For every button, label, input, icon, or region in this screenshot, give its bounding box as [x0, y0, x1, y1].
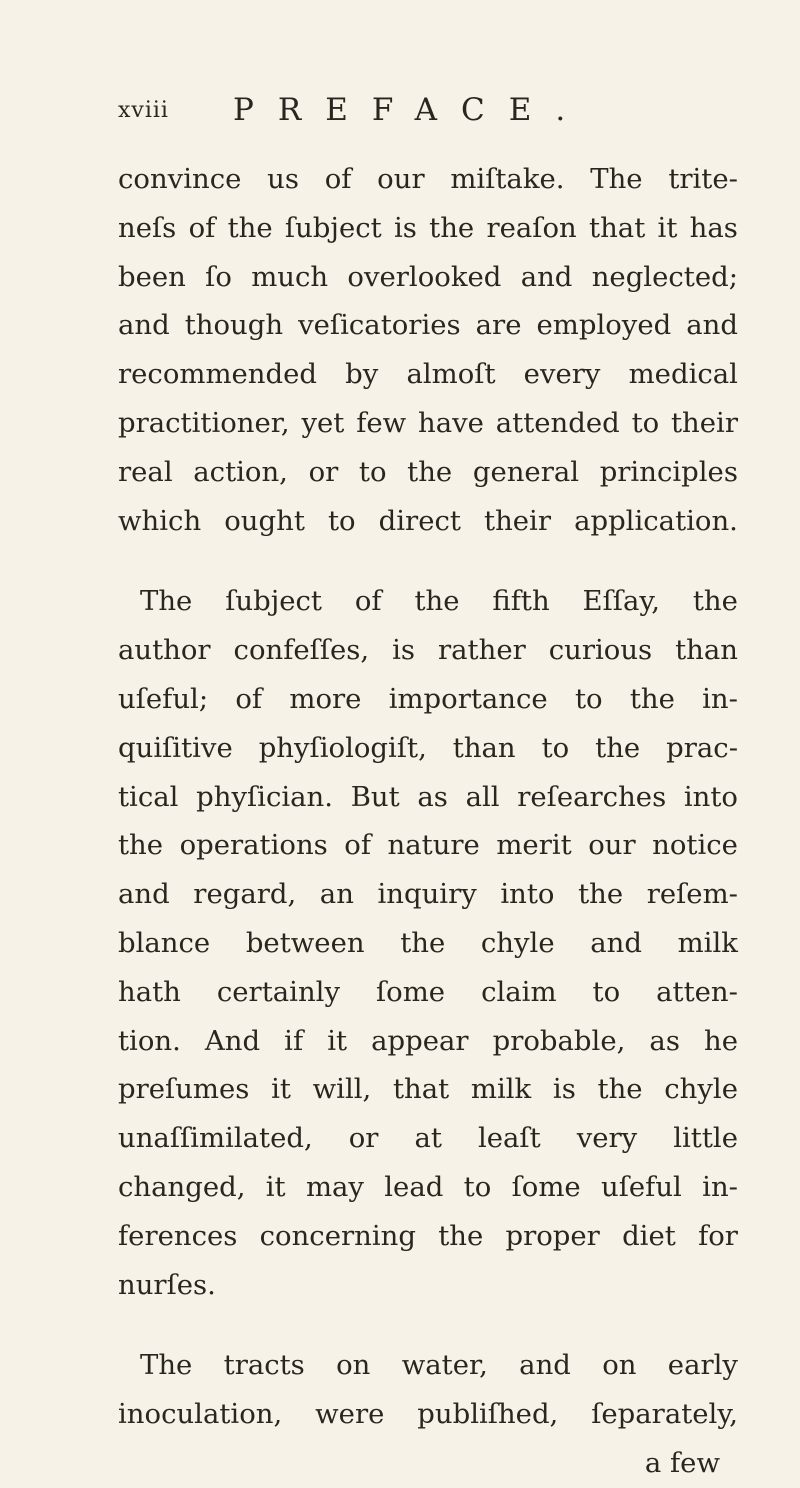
text-line [118, 626, 738, 675]
word: neglected; [591, 260, 738, 293]
word: much [251, 260, 329, 293]
word: certainly [216, 975, 340, 1008]
word: if [284, 1024, 304, 1057]
word: yet [301, 406, 345, 439]
word: more [289, 682, 362, 715]
text-line [118, 1212, 738, 1261]
word: phyſician. [196, 780, 334, 813]
word: appear [371, 1024, 469, 1057]
word: for [698, 1219, 738, 1252]
word: of [324, 163, 352, 195]
word: diet [622, 1219, 676, 1252]
word: few [356, 406, 407, 439]
word: been [118, 260, 186, 293]
word: the [597, 1073, 643, 1106]
word: overlooked [347, 260, 502, 293]
word: changed, [118, 1170, 246, 1203]
text-line [118, 399, 738, 448]
word: ferences [118, 1219, 238, 1252]
word: direct [378, 504, 461, 537]
word: may [305, 1170, 364, 1203]
word: into [500, 878, 555, 911]
text-line: nurſes. [118, 1268, 216, 1301]
word: action, [193, 455, 288, 488]
text-line [118, 821, 738, 870]
word: is [392, 634, 416, 667]
word: The [140, 1349, 193, 1382]
running-title: PREFACE. [233, 92, 590, 128]
word: our [588, 829, 636, 862]
word: uſeful [600, 1170, 682, 1203]
word: to [358, 455, 387, 488]
word: author [118, 634, 211, 667]
word: inoculation, [118, 1398, 283, 1431]
word: the [429, 211, 475, 244]
word: preſumes [118, 1073, 250, 1106]
word: proper [505, 1219, 600, 1252]
word: by [345, 358, 379, 391]
word: and [686, 309, 738, 342]
word: is [552, 1073, 576, 1106]
word: our [377, 163, 425, 195]
word: in- [702, 682, 738, 715]
word: milk [677, 926, 738, 959]
word: practitioner, [118, 406, 290, 439]
word: ſome [375, 975, 446, 1008]
word: than [452, 731, 516, 764]
text-line [118, 1341, 738, 1390]
word: unaſſimilated, [118, 1122, 313, 1155]
word: ought [224, 504, 305, 537]
word: to [463, 1170, 492, 1203]
text-line [118, 1114, 738, 1163]
catchword: a few [644, 1446, 720, 1479]
word: that [392, 1073, 450, 1106]
word: the [414, 585, 460, 618]
word: Eſſay, [582, 585, 660, 618]
word: operations [179, 829, 328, 862]
word: convince [118, 163, 242, 195]
text-line [118, 350, 738, 399]
word: it [657, 211, 678, 244]
word: leaſt [477, 1122, 541, 1155]
word: miſtake. [450, 163, 565, 195]
word: importance [388, 682, 548, 715]
word: chyle [480, 926, 555, 959]
word: merit [496, 829, 572, 862]
word: claim [481, 975, 557, 1008]
paragraph-3 [118, 1341, 738, 1487]
word: almoſt [406, 358, 496, 391]
text-line [118, 577, 738, 626]
word: attended [495, 406, 620, 439]
word: that [589, 211, 646, 244]
text-line [118, 1065, 738, 1114]
word: prac- [666, 731, 738, 764]
word: principles [599, 455, 738, 488]
text-line [118, 968, 738, 1017]
word: lead [384, 1170, 444, 1203]
word: curious [548, 634, 653, 667]
word: between [245, 926, 365, 959]
text-line [118, 155, 738, 204]
page-header [118, 92, 738, 132]
body-text [118, 155, 738, 1488]
word: us [267, 163, 299, 195]
word: trite- [668, 163, 738, 195]
word: reſearches [517, 780, 667, 813]
word: the [595, 731, 641, 764]
word: water, [401, 1349, 488, 1382]
word: or [308, 455, 339, 488]
text-line [118, 497, 738, 546]
word: to [574, 682, 603, 715]
word: probable, [492, 1024, 626, 1057]
word: early [667, 1349, 738, 1382]
text-line [118, 724, 738, 773]
word: The [590, 163, 643, 195]
word: uſeful; [118, 682, 209, 715]
word: very [576, 1122, 638, 1155]
word: to [631, 406, 660, 439]
word: the [438, 1219, 484, 1252]
word: medical [628, 358, 738, 391]
word: ſubject [284, 211, 382, 244]
word: in- [702, 1170, 738, 1203]
word: the [400, 926, 446, 959]
word: the [692, 585, 738, 618]
word: veſicatories [298, 309, 461, 342]
text-line [118, 253, 738, 302]
word: as [649, 1024, 680, 1057]
word: atten- [656, 975, 738, 1008]
word: confeſſes, [233, 634, 370, 667]
word: notice [652, 829, 738, 862]
word: the [118, 829, 164, 862]
word: and [590, 926, 642, 959]
word: general [472, 455, 580, 488]
word: their [671, 406, 738, 439]
word: regard, [193, 878, 297, 911]
text-line [118, 675, 738, 724]
word: ſome [511, 1170, 581, 1203]
word: publiſhed, [417, 1398, 559, 1431]
word: But [350, 780, 400, 813]
word: inquiry [377, 878, 477, 911]
word: milk [470, 1073, 532, 1106]
word: and [118, 878, 170, 911]
word: real [118, 455, 173, 488]
word: application. [574, 504, 738, 537]
word: it [271, 1073, 291, 1106]
word: blance [118, 926, 211, 959]
word: the [578, 878, 624, 911]
word: ſo [205, 260, 232, 293]
word: nature [387, 829, 480, 862]
word: though [184, 309, 284, 342]
word: of [344, 829, 372, 862]
word: of [354, 585, 382, 618]
paragraph-1 [118, 155, 738, 545]
word: chyle [664, 1073, 738, 1106]
word: it [265, 1170, 286, 1203]
word: tion. [118, 1024, 181, 1057]
word: and [519, 1349, 571, 1382]
word: of [235, 682, 263, 715]
word: he [704, 1024, 738, 1057]
word: fifth [492, 585, 550, 618]
text-line [118, 448, 738, 497]
word: to [592, 975, 621, 1008]
text-line [118, 204, 738, 253]
text-line [118, 1390, 738, 1439]
word: has [689, 211, 738, 244]
word: or [348, 1122, 379, 1155]
word: on [336, 1349, 371, 1382]
word: is [393, 211, 417, 244]
word: little [673, 1122, 738, 1155]
word: have [418, 406, 484, 439]
word: rather [438, 634, 526, 667]
word: the [629, 682, 675, 715]
text-line [118, 1017, 738, 1066]
word: which [118, 504, 202, 537]
word: every [523, 358, 601, 391]
word: than [675, 634, 738, 667]
text-line [118, 1163, 738, 1212]
word: ſeparately, [591, 1398, 738, 1431]
word: all [465, 780, 500, 813]
word: hath [118, 975, 181, 1008]
word: ſubject [225, 585, 322, 618]
word: neſs [118, 211, 177, 244]
word: concerning [259, 1219, 416, 1252]
paragraph-2 [118, 577, 738, 1309]
page-number: xviii [118, 98, 169, 123]
text-line [118, 773, 738, 822]
word: tical [118, 780, 179, 813]
word: phyſiologiſt, [258, 731, 427, 764]
word: at [414, 1122, 442, 1155]
word: quiſitive [118, 731, 233, 764]
word: The [140, 585, 193, 618]
text-line [118, 870, 738, 919]
word: as [417, 780, 448, 813]
word: will, [312, 1073, 372, 1106]
word: on [602, 1349, 637, 1382]
word: recommended [118, 358, 317, 391]
word: their [484, 504, 551, 537]
word: are [475, 309, 522, 342]
word: reaſon [486, 211, 577, 244]
word: an [319, 878, 354, 911]
word: and [520, 260, 573, 293]
word: reſem- [646, 878, 738, 911]
word: tracts [223, 1349, 305, 1382]
word: the [227, 211, 273, 244]
word: to [327, 504, 356, 537]
word: were [315, 1398, 385, 1431]
word: into [683, 780, 738, 813]
word: to [541, 731, 570, 764]
text-line [118, 301, 738, 350]
text-line [118, 919, 738, 968]
word: and [118, 309, 170, 342]
word: of [188, 211, 216, 244]
word: it [327, 1024, 348, 1057]
word: employed [536, 309, 672, 342]
word: And [204, 1024, 261, 1057]
word: the [407, 455, 453, 488]
